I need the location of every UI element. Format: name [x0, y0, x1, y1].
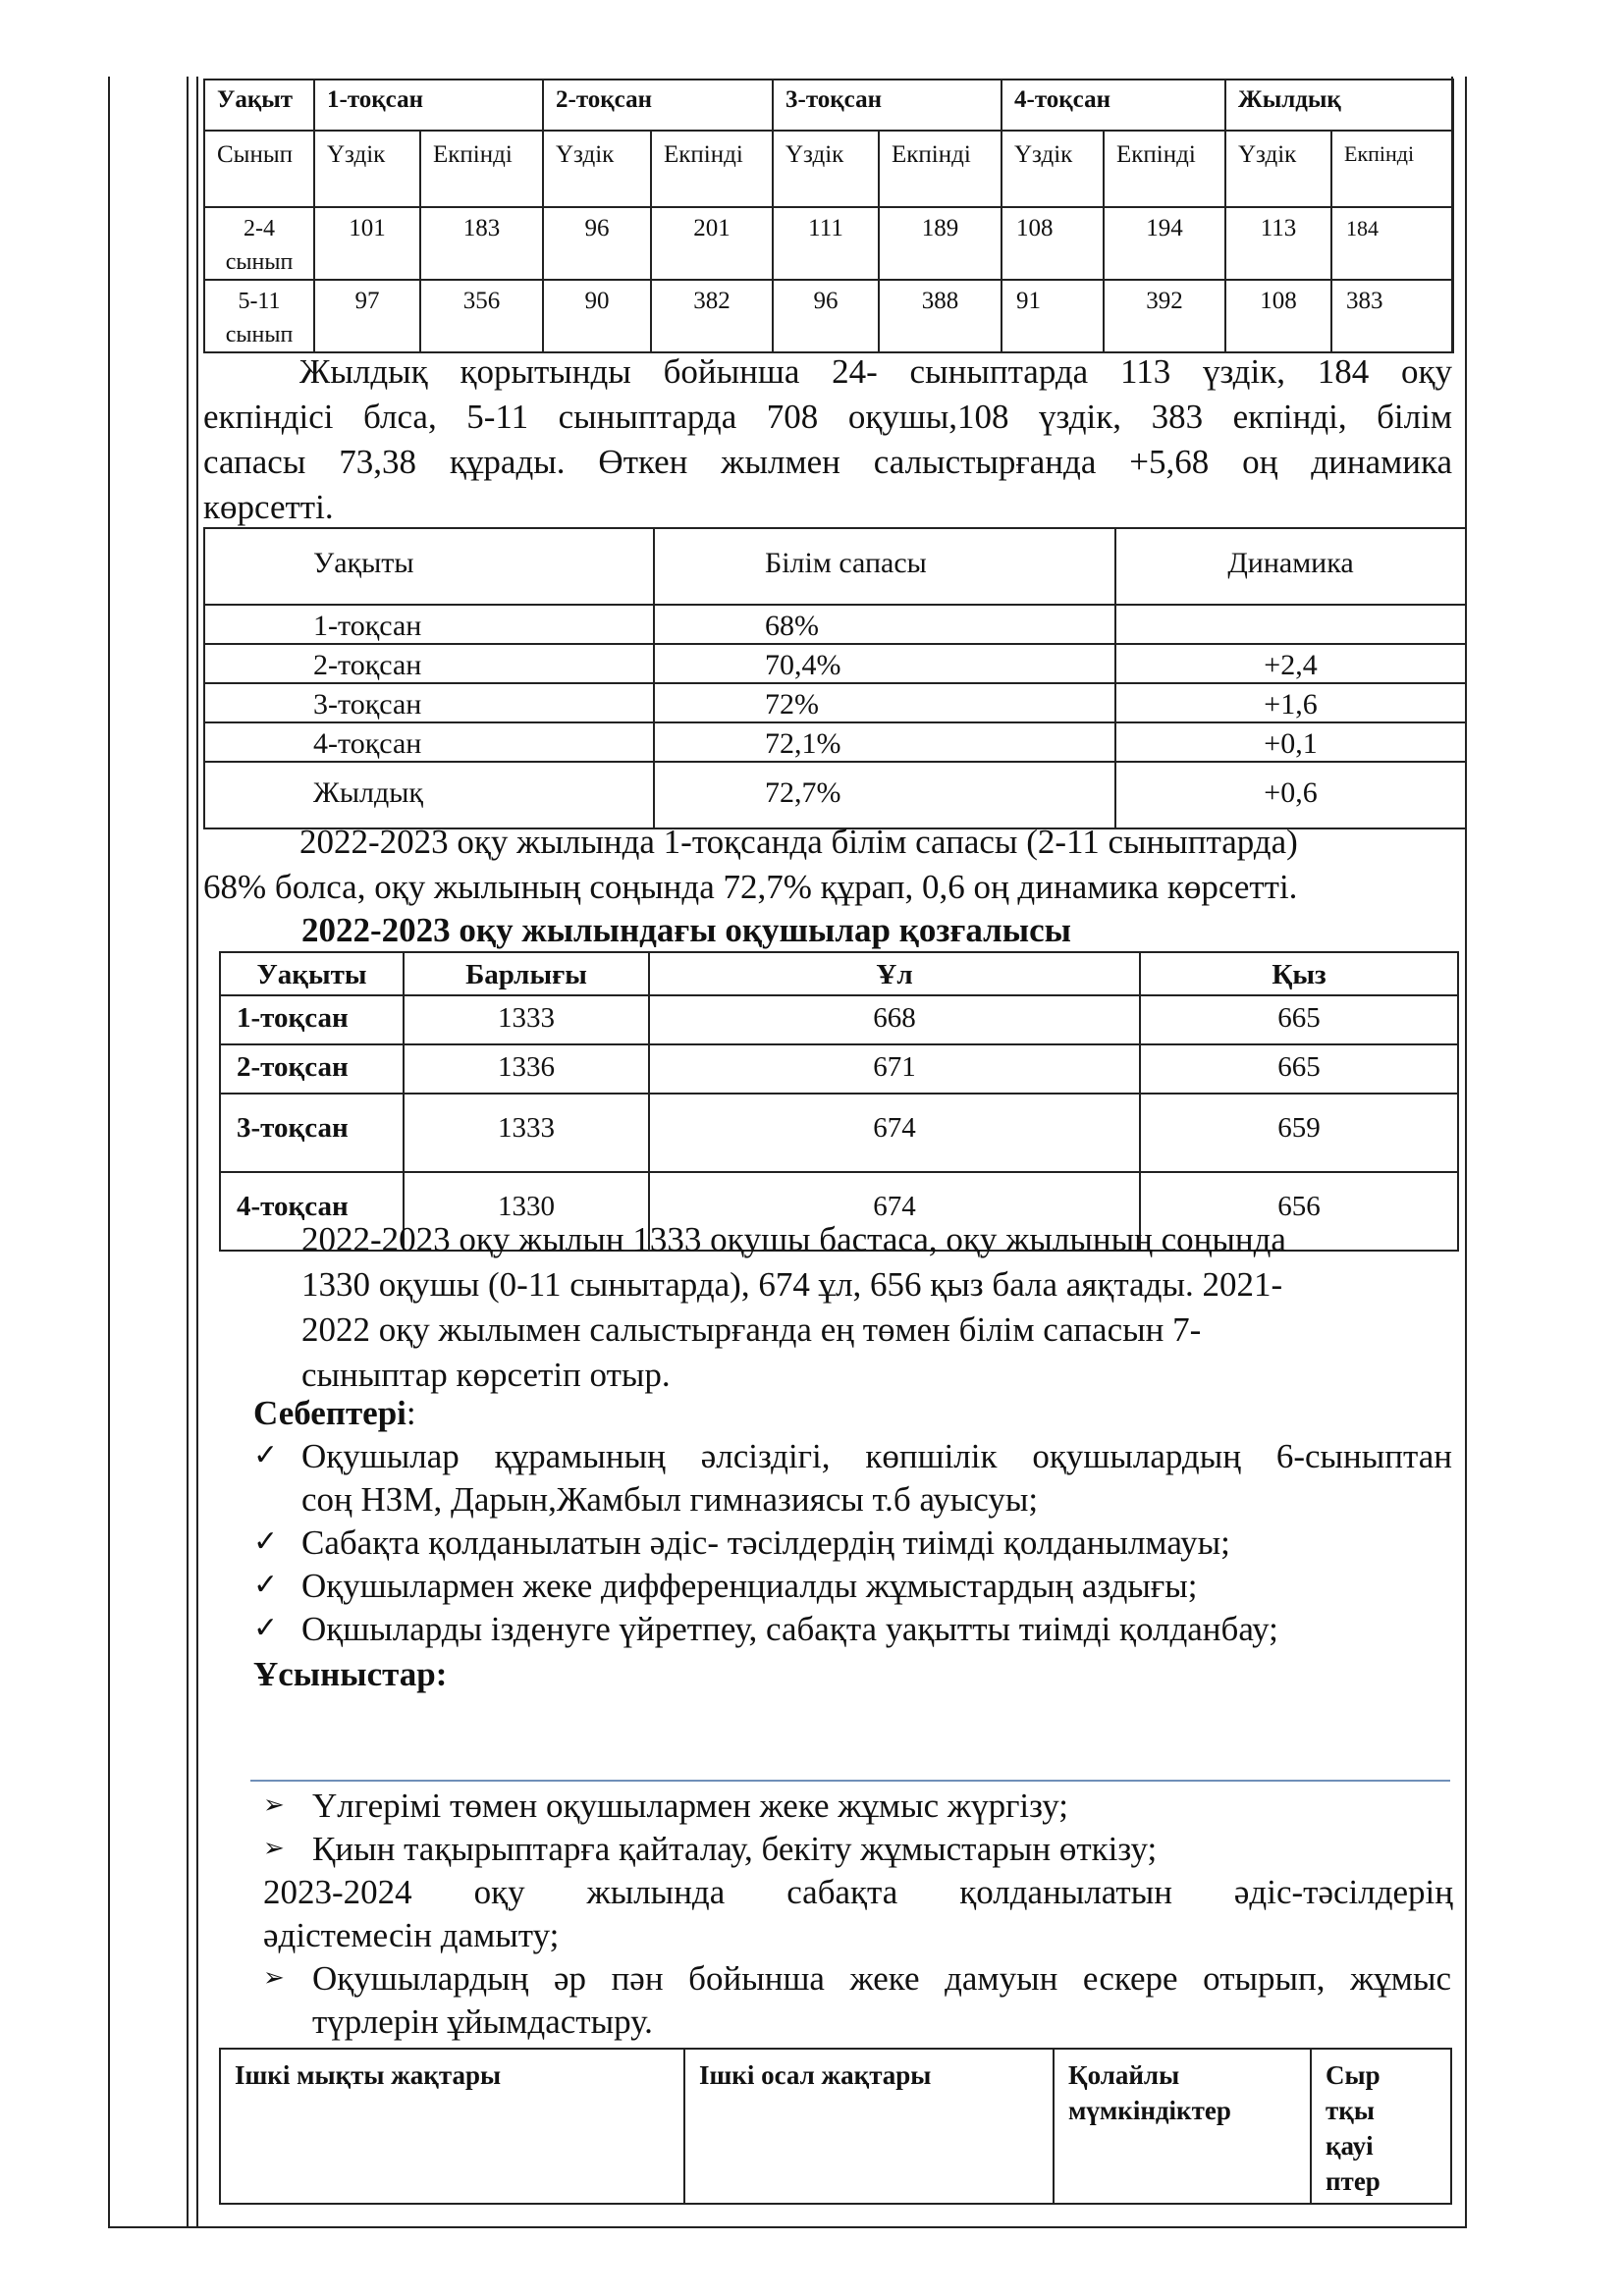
- paragraph-line: сапасы 73,38 құрады. Өткен жылмен салыстырғанда +5,68 оң динамика: [203, 443, 1452, 481]
- reason-line: Оқушылар құрамының әлсіздігі, көпшілік оқушылардың 6-сыныптан: [301, 1437, 1452, 1475]
- quality-dynamics: +2,4: [1115, 644, 1466, 683]
- swot-cell-line: птер: [1326, 2166, 1380, 2196]
- proposal-item: Үлгерімі төмен оқушылармен жеке жұмыс жүргізу;: [312, 1787, 1068, 1825]
- arrow-bullet-icon: ➢: [263, 1834, 285, 1862]
- reason-line: соң НЗМ, Дарын,Жамбыл гимназиясы т.б ауысуы;: [301, 1480, 1039, 1519]
- honors-header-q4: 4-тоқсан: [1001, 80, 1225, 131]
- honors-value: 111: [773, 207, 879, 280]
- class-word: сынып: [225, 249, 294, 275]
- movement-period: 3-тоқсан: [220, 1094, 404, 1172]
- honors-table-header-row: [204, 80, 1453, 131]
- honors-table-row: [204, 280, 1453, 352]
- honors-sub-cell: Үздік: [773, 131, 879, 207]
- page-frame-right: [1465, 77, 1467, 2228]
- swot-strengths: Ішкі мықты жақтары: [220, 2049, 684, 2204]
- honors-sub-cell: Үздік: [314, 131, 420, 207]
- movement-table: [219, 951, 1459, 1252]
- page-frame-inner-left: [187, 77, 189, 2228]
- swot-cell-line: мүмкіндіктер: [1068, 2096, 1231, 2125]
- honors-value: 383: [1331, 280, 1453, 352]
- page-frame-bottom: [108, 2226, 1467, 2228]
- proposal-item: [312, 1957, 1451, 2044]
- movement-girls: 656: [1140, 1172, 1458, 1251]
- honors-header-q1: 1-тоқсан: [314, 80, 543, 131]
- movement-period: 1-тоқсан: [220, 995, 404, 1044]
- reasons-title: Себептері: [253, 1394, 406, 1432]
- checkmark-icon: ✓: [253, 1439, 279, 1471]
- honors-header-year: Жылдық: [1225, 80, 1453, 131]
- movement-boys: 674: [649, 1172, 1140, 1251]
- quality-value: 72,1%: [654, 722, 1115, 762]
- quality-table-row: [204, 762, 1466, 828]
- honors-value: 356: [420, 280, 543, 352]
- class-word: сынып: [225, 322, 294, 347]
- reason-item: Сабақта қолданылатын әдіс- тәсілдердің тиімді қолданылмауы;: [301, 1523, 1230, 1562]
- honors-value: 194: [1104, 207, 1225, 280]
- movement-period: 4-тоқсан: [220, 1172, 404, 1251]
- quality-table-row: [204, 644, 1466, 683]
- movement-summary-paragraph: [301, 1217, 1460, 1398]
- movement-header-girls: Қыз: [1140, 952, 1458, 995]
- quality-summary-paragraph: [203, 820, 1470, 910]
- proposal-plain-item: [263, 1871, 1453, 1957]
- quality-period: 3-тоқсан: [204, 683, 654, 722]
- movement-table-header-row: [220, 952, 1458, 995]
- arrow-bullet-icon: ➢: [263, 1963, 285, 1992]
- quality-table-header-row: [204, 528, 1466, 605]
- honors-value: 108: [1001, 207, 1104, 280]
- page-frame-inner-left-2: [196, 77, 198, 2228]
- swot-threats: [1311, 2049, 1451, 2204]
- quality-value: 72,7%: [654, 762, 1115, 828]
- swot-opportunities: [1054, 2049, 1311, 2204]
- movement-header-boys: Ұл: [649, 952, 1140, 995]
- honors-sub-cell: Үздік: [543, 131, 651, 207]
- movement-table-title: 2022-2023 оқу жылындағы оқушылар қозғалысы: [301, 911, 1071, 949]
- reasons-colon: :: [406, 1394, 416, 1432]
- quality-value: 72%: [654, 683, 1115, 722]
- honors-value: 388: [879, 280, 1001, 352]
- arrow-bullet-icon: ➢: [263, 1790, 285, 1819]
- paragraph-line: сыныптар көрсетіп отыр.: [301, 1356, 671, 1394]
- quality-table-row: [204, 683, 1466, 722]
- movement-total: 1330: [404, 1172, 649, 1251]
- honors-header-q3: 3-тоқсан: [773, 80, 1001, 131]
- honors-value: 201: [651, 207, 773, 280]
- proposals-heading: Ұсыныстар:: [253, 1655, 448, 1693]
- annual-summary-paragraph: [203, 349, 1452, 530]
- proposal-line: түрлерін ұйымдастыру.: [312, 2002, 653, 2041]
- quality-dynamics: +1,6: [1115, 683, 1466, 722]
- class-range: 2-4: [244, 216, 275, 241]
- movement-boys: 668: [649, 995, 1140, 1044]
- honors-value: 91: [1001, 280, 1104, 352]
- quality-period: 1-тоқсан: [204, 605, 654, 644]
- swot-cell-line: тқы: [1326, 2096, 1375, 2125]
- reason-item: [301, 1435, 1452, 1522]
- honors-value: 382: [651, 280, 773, 352]
- honors-sub-class: Сынып: [204, 131, 314, 207]
- paragraph-line: Жылдық қорытынды бойынша 24- сыныптарда 113 үздік, 184 оқу: [299, 352, 1452, 391]
- swot-cell-line: қауі: [1326, 2131, 1374, 2161]
- paragraph-line: 1330 оқушы (0-11 сынытарда), 674 ұл, 656 қыз бала аяқтады. 2021-: [301, 1265, 1283, 1304]
- honors-table-row: [204, 207, 1453, 280]
- movement-header-time: Уақыты: [220, 952, 404, 995]
- honors-sub-cell: Үздік: [1001, 131, 1104, 207]
- paragraph-line: 2022 оқу жылымен салыстырғанда ең төмен білім сапасын 7-: [301, 1310, 1202, 1349]
- reason-item: Оқшыларды ізденуге үйретпеу, сабақта уақытты тиімді қолданбау;: [301, 1610, 1278, 1648]
- honors-value: 101: [314, 207, 420, 280]
- quality-period: 2-тоқсан: [204, 644, 654, 683]
- checkmark-icon: ✓: [253, 1525, 279, 1558]
- page-frame-left: [108, 77, 110, 2228]
- proposal-line: Оқушылардың әр пән бойынша жеке дамуын ескере отырып, жұмыс: [312, 1959, 1451, 1998]
- quality-dynamics: [1115, 605, 1466, 644]
- honors-value: 96: [773, 280, 879, 352]
- honors-value: 90: [543, 280, 651, 352]
- paragraph-line: көрсетті.: [203, 488, 334, 526]
- checkmark-icon: ✓: [253, 1612, 279, 1644]
- quality-value: 68%: [654, 605, 1115, 644]
- movement-table-row: [220, 1094, 1458, 1172]
- honors-sub-cell: Екпінді: [879, 131, 1001, 207]
- class-range: 5-11: [238, 289, 281, 314]
- quality-table: [203, 527, 1467, 829]
- honors-value: 183: [420, 207, 543, 280]
- movement-header-total: Барлығы: [404, 952, 649, 995]
- honors-sub-cell: Үздік: [1225, 131, 1331, 207]
- movement-boys: 671: [649, 1044, 1140, 1094]
- proposal-line: 2023-2024 оқу жылында сабақта қолданылатын әдіс-тәсілдерің: [263, 1873, 1453, 1911]
- paragraph-line: екпіндісі блса, 5-11 сыныптарда 708 оқушы,108 үздік, 383 екпінді, білім: [203, 398, 1452, 436]
- movement-boys: 674: [649, 1094, 1140, 1172]
- paragraph-line: 68% болса, оқу жылының соңында 72,7% құрап, 0,6 оң динамика көрсетті.: [203, 868, 1298, 906]
- movement-total: 1333: [404, 1094, 649, 1172]
- honors-sub-cell: Екпінді: [651, 131, 773, 207]
- quality-header-dynamics: Динамика: [1115, 528, 1466, 605]
- honors-row-class: [204, 207, 314, 280]
- swot-table: [219, 2048, 1452, 2205]
- honors-header-q2: 2-тоқсан: [543, 80, 773, 131]
- honors-value: 392: [1104, 280, 1225, 352]
- quality-dynamics: +0,6: [1115, 762, 1466, 828]
- swot-cell-line: Сыр: [1326, 2060, 1380, 2090]
- movement-total: 1336: [404, 1044, 649, 1094]
- honors-sub-cell: Екпінді: [420, 131, 543, 207]
- honors-table-subheader-row: [204, 131, 1453, 207]
- honors-value: 184: [1331, 207, 1453, 280]
- movement-table-row: [220, 995, 1458, 1044]
- movement-period: 2-тоқсан: [220, 1044, 404, 1094]
- paragraph-line: 2022-2023 оқу жылында 1-тоқсанда білім сапасы (2-11 сыныптарда): [299, 823, 1298, 861]
- paragraph-line: 2022-2023 оқу жылын 1333 оқушы бастаса, оқу жылының соңында: [301, 1220, 1286, 1258]
- movement-girls: 659: [1140, 1094, 1458, 1172]
- quality-header-quality: Білім сапасы: [654, 528, 1115, 605]
- movement-total: 1333: [404, 995, 649, 1044]
- swot-header-row: [220, 2049, 1451, 2204]
- swot-cell-line: Қолайлы: [1068, 2060, 1180, 2090]
- honors-value: 96: [543, 207, 651, 280]
- quality-period: Жылдық: [204, 762, 654, 828]
- movement-table-row: [220, 1044, 1458, 1094]
- quality-header-time: Уақыты: [204, 528, 654, 605]
- honors-value: 97: [314, 280, 420, 352]
- checkmark-icon: ✓: [253, 1569, 279, 1601]
- quality-table-row: [204, 722, 1466, 762]
- reasons-heading: [253, 1392, 416, 1435]
- proposal-item: Қиын тақырыптарға қайталау, бекіту жұмыстарын өткізу;: [312, 1830, 1158, 1868]
- swot-weaknesses: Ішкі осал жақтары: [684, 2049, 1054, 2204]
- quality-value: 70,4%: [654, 644, 1115, 683]
- quality-period: 4-тоқсан: [204, 722, 654, 762]
- movement-girls: 665: [1140, 1044, 1458, 1094]
- horizontal-rule: [250, 1780, 1450, 1782]
- honors-value: 108: [1225, 280, 1331, 352]
- honors-sub-cell: Екпінді: [1104, 131, 1225, 207]
- honors-header-time: Уақыт: [204, 80, 314, 131]
- honors-value: 113: [1225, 207, 1331, 280]
- honors-table: [203, 79, 1454, 353]
- honors-sub-cell: Екпінді: [1331, 131, 1453, 207]
- quality-dynamics: +0,1: [1115, 722, 1466, 762]
- honors-value: 189: [879, 207, 1001, 280]
- proposal-line: әдістемесін дамыту;: [263, 1916, 560, 1954]
- honors-row-class: [204, 280, 314, 352]
- quality-table-row: [204, 605, 1466, 644]
- reason-item: Оқушылармен жеке дифференциалды жұмыстардың аздығы;: [301, 1567, 1198, 1605]
- movement-girls: 665: [1140, 995, 1458, 1044]
